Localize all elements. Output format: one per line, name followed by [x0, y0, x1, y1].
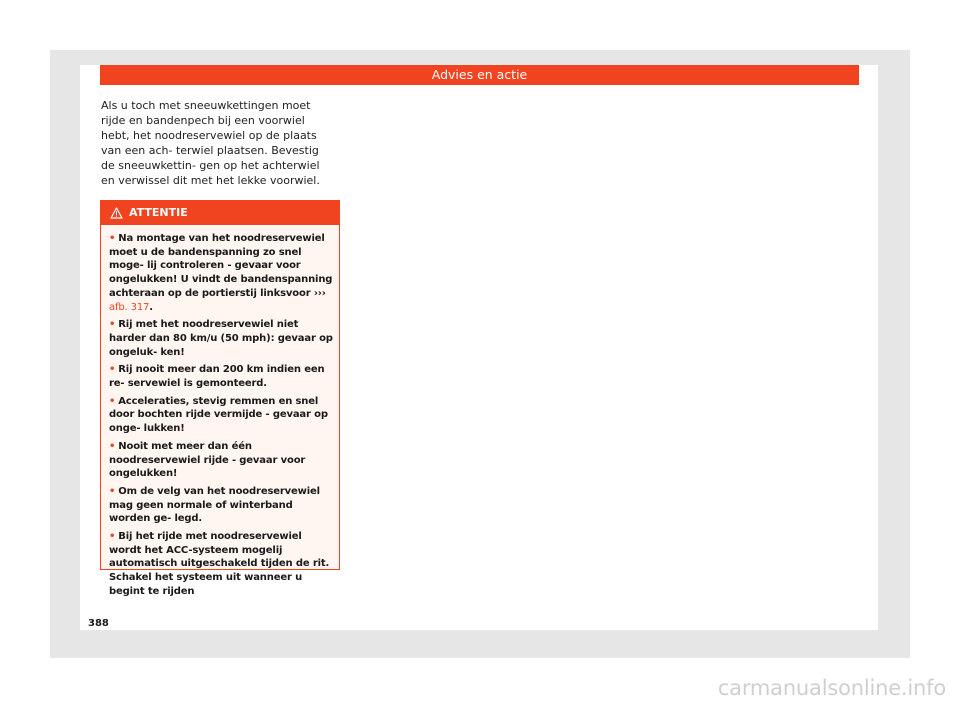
warning-item-text: Na montage van het noodreservewiel moet u de bandenspanning zo snel moge- lij controleren - gevaar voor ongelukken! U vindt de bandenspanning achteraan op de portierstij linksvoor ››› [109, 233, 333, 299]
bullet-icon: • [109, 531, 116, 543]
section-title: Advies en actie [431, 67, 528, 82]
warning-item [109, 232, 333, 314]
warning-list [101, 225, 339, 599]
warning-header [101, 201, 339, 225]
warning-item [109, 440, 333, 481]
warning-item [109, 395, 333, 436]
warning-item-text: Bij het rijde met noodreservewiel wordt het ACC-systeem mogelij automatisch uitgeschakeld tijden de rit. Schakel het systeem uit wanneer u begint te rijden [109, 531, 330, 597]
warning-item-text: Rij nooit meer dan 200 km indien een re- servewiel is gemonteerd. [109, 364, 325, 390]
warning-item [109, 318, 333, 359]
bullet-icon: • [109, 319, 116, 331]
warning-icon [110, 207, 123, 219]
warning-item [109, 363, 333, 390]
bullet-icon: • [109, 233, 116, 244]
figure-reference-link[interactable]: afb. 317 [109, 301, 150, 313]
warning-box [100, 200, 340, 597]
bullet-icon: • [109, 395, 116, 407]
intro-paragraph: Als u toch met sneeuwkettingen moet rijde en bandenpech bij een voorwiel hebt, het noodreservewiel op de plaats van een ach- terwiel plaatsen. Bevestig de sneeuwkettin- gen op het achterwiel en verwissel dit met het lekke voorwiel. [101, 99, 320, 188]
section-header [100, 65, 859, 85]
warning-item-text: Acceleraties, stevig remmen en snel door bochten rijde vermijde - gevaar op onge- lukken! [109, 395, 328, 435]
warning-item [109, 530, 333, 599]
bullet-icon: • [109, 485, 116, 497]
warning-item-text: Om de velg van het noodreservewiel mag geen normale of winterband worden ge- legd. [109, 485, 320, 525]
page-number: 388 [88, 618, 109, 629]
warning-item [109, 485, 333, 526]
watermark: carmanualsonline.info [717, 676, 946, 700]
bullet-icon: • [109, 364, 116, 376]
warning-item-suffix: . [149, 301, 153, 313]
warning-item-text: Nooit met meer dan één noodreservewiel rijde - gevaar voor ongelukken! [109, 440, 306, 480]
bullet-icon: • [109, 440, 116, 452]
warning-item-text: Rij met het noodreservewiel niet harder dan 80 km/u (50 mph): gevaar op ongeluk- ken! [109, 319, 333, 358]
warning-title: ATTENTIE [129, 206, 188, 219]
